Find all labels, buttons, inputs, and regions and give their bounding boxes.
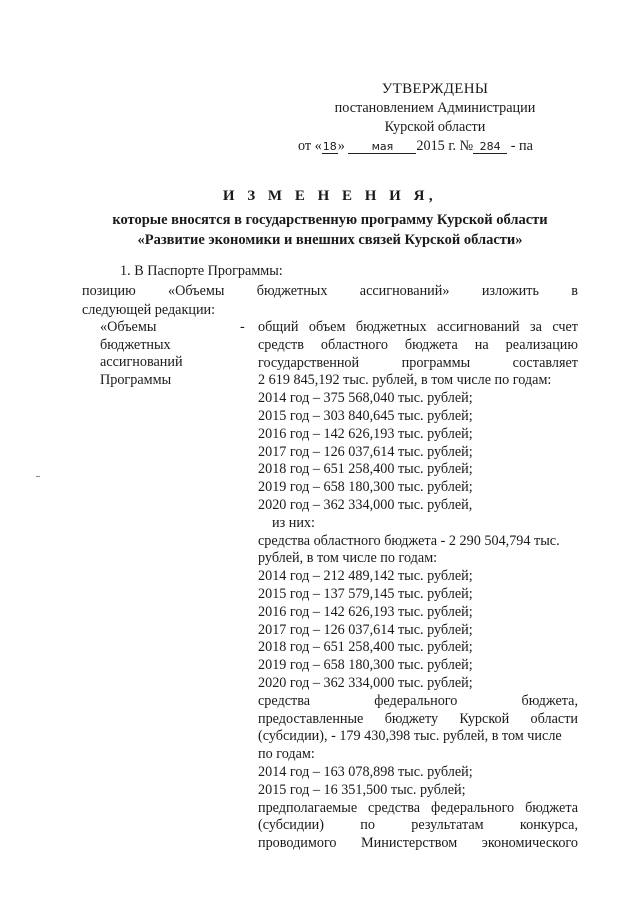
funding-line: (субсидии), - 179 430,398 тыс. рублей, в том числе	[258, 728, 562, 745]
date-year: 2015 г. №	[416, 138, 474, 154]
funding-line: по годам:	[258, 746, 315, 763]
funding-line: 2017 год – 126 037,614 тыс. рублей;	[258, 443, 473, 460]
document-title: И З М Е Н Е Н И Я,	[222, 188, 438, 204]
funding-line: средства областного бюджета - 2 290 504,794 тыс.	[258, 532, 560, 549]
funding-line: 2015 год – 303 840,645 тыс. рублей;	[258, 407, 473, 424]
document-subtitle-1: которые вносятся в государственную программу Курской области	[112, 212, 548, 228]
funding-line: 2017 год – 126 037,614 тыс. рублей;	[258, 621, 473, 638]
position-label-line: Программы	[100, 371, 172, 388]
funding-line: 2016 год – 142 626,193 тыс. рублей;	[258, 603, 473, 620]
funding-line: проводимого Министерством экономического	[258, 835, 578, 852]
approval-block	[290, 80, 580, 156]
section-paragraph-line-2: следующей редакции:	[82, 302, 216, 318]
date-prefix: от «	[298, 138, 322, 154]
funding-line: 2014 год – 212 489,142 тыс. рублей;	[258, 568, 473, 585]
funding-line: 2015 год – 137 579,145 тыс. рублей;	[258, 585, 473, 602]
document-subtitle-2: «Развитие экономики и внешних связей Курской области»	[137, 232, 523, 248]
section-paragraph-line-1: позицию «Объемы бюджетных ассигнований» изложить в	[82, 283, 578, 299]
funding-line: 2014 год – 375 568,040 тыс. рублей;	[258, 390, 473, 407]
funding-line: 2018 год – 651 258,400 тыс. рублей;	[258, 639, 473, 656]
approval-title: УТВЕРЖДЕНЫ	[381, 81, 489, 97]
funding-line: 2 619 845,192 тыс. рублей, в том числе по годам:	[258, 372, 552, 389]
funding-line: средства федерального бюджета,	[258, 692, 578, 709]
funding-line: 2020 год – 362 334,000 тыс. рублей,	[258, 496, 473, 513]
funding-line: общий объем бюджетных ассигнований за счет	[258, 319, 578, 335]
funding-line: 2018 год – 651 258,400 тыс. рублей;	[258, 461, 473, 478]
funding-line: 2019 год – 658 180,300 тыс. рублей;	[258, 657, 473, 674]
date-month: мая	[348, 140, 416, 154]
funding-line: 2015 год – 16 351,500 тыс. рублей;	[258, 781, 466, 798]
date-mid: »	[337, 138, 345, 154]
position-dash: -	[240, 319, 245, 335]
date-day: 18	[322, 140, 337, 153]
position-label-line: «Объемы	[100, 319, 157, 335]
funding-line: 2020 год – 362 334,000 тыс. рублей;	[258, 674, 473, 691]
position-label-line: ассигнований	[100, 354, 183, 371]
section-title: 1. В Паспорте Программы:	[120, 263, 283, 279]
funding-line: государственной программы составляет	[258, 354, 578, 371]
funding-line: предоставленные бюджету Курской области	[258, 710, 578, 727]
passport-position-label	[100, 319, 230, 389]
approval-line-1: постановлением Администрации	[334, 100, 536, 116]
approval-line-2: Курской области	[384, 119, 486, 135]
approval-date-line	[290, 137, 580, 156]
funding-line: 2014 год – 163 078,898 тыс. рублей;	[258, 763, 473, 780]
decree-number: 284	[473, 140, 507, 154]
margin-mark	[36, 476, 40, 477]
decree-suffix: - па	[510, 138, 533, 154]
funding-line: рублей, в том числе по годам:	[258, 550, 438, 567]
funding-line: 2016 год – 142 626,193 тыс. рублей;	[258, 425, 473, 442]
funding-line: 2019 год – 658 180,300 тыс. рублей;	[258, 479, 473, 496]
funding-line: (субсидии) по результатам конкурса,	[258, 817, 578, 834]
funding-line: из них:	[272, 514, 315, 531]
funding-line: предполагаемые средства федерального бюджета	[258, 799, 578, 816]
funding-line: средств областного бюджета на реализацию	[258, 336, 578, 353]
funding-description	[258, 319, 578, 853]
position-label-line: бюджетных	[100, 336, 171, 353]
